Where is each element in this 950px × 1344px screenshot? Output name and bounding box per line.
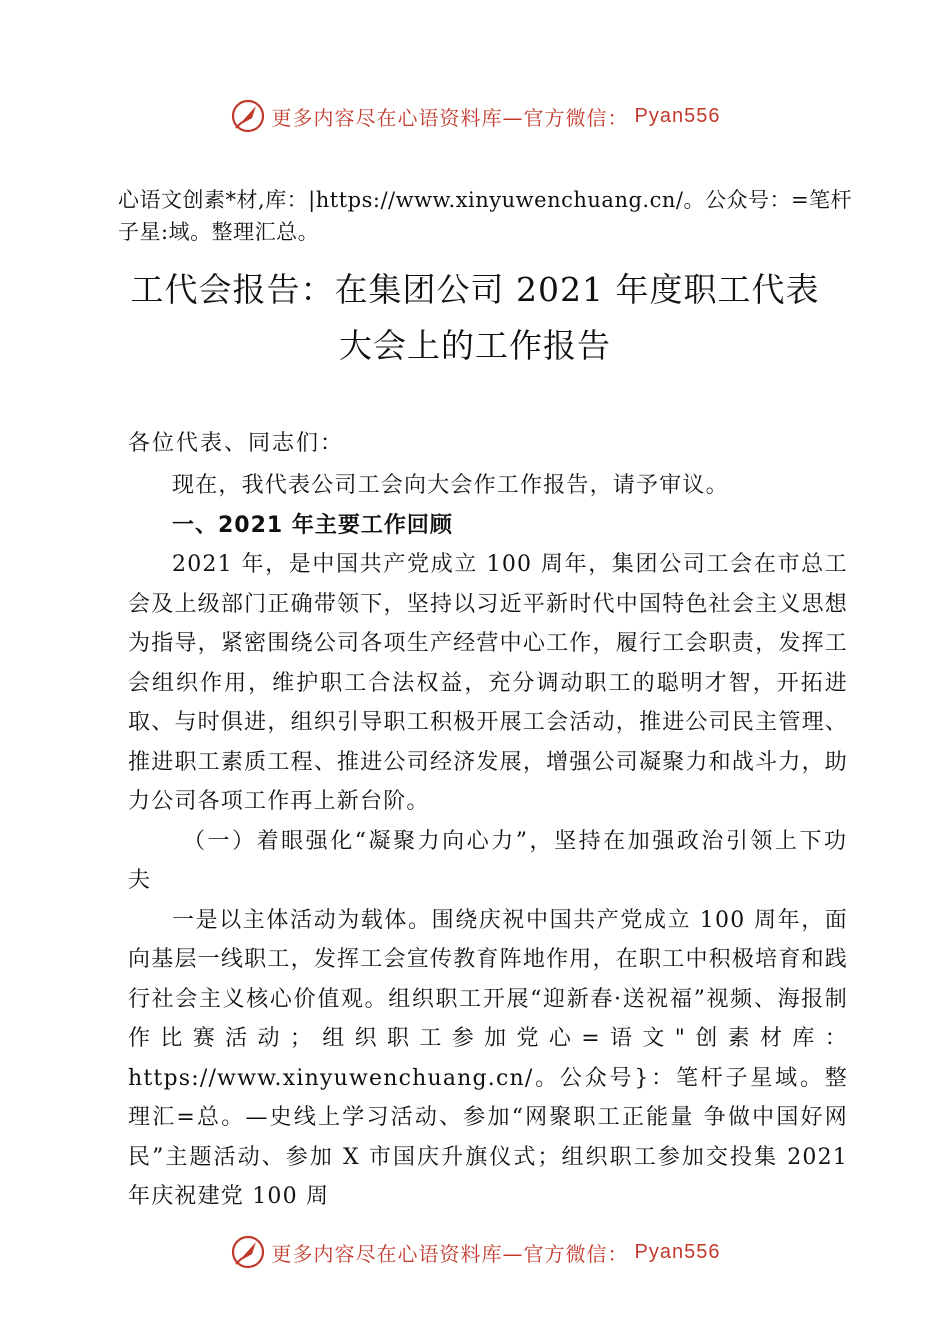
title-line-2: 大会上的工作报告 — [339, 326, 611, 365]
title-line-1: 工代会报告：在集团公司 2021 年度职工代表 — [130, 270, 820, 309]
banner-text: 更多内容尽在心语资料库—官方微信： — [271, 105, 629, 130]
paragraph-2: 一是以主体活动为载体。围绕庆祝中国共产党成立 100 周年，面向基层一线职工，发挥工会宣传教育阵地作用，在职工中积极培育和践行社会主义核心价值观。组织职工开展“迎新春·送祝福”视频、海报制作比赛活动；组织职工参加党心=语文"创素材库：https://www.xinyuwenchuang.cn/。公众号}：笔杆子星域。整理汇=总。—史线上学习活动、参加“网聚职工正能量 争做中国好网民”主题活动、参加 X 市国庆升旗仪式；组织职工参加交投集 2021 年庆祝建党 100 周 — [128, 907, 848, 1209]
quill-logo-icon — [230, 1234, 266, 1270]
subsection-heading-1: （一）着眼强化“凝聚力向心力”，坚持在加强政治引领上下功夫 — [128, 828, 848, 893]
intro-paragraph: 现在，我代表公司工会向大会作工作报告，请予审议。 — [172, 473, 729, 498]
document-title — [120, 262, 830, 374]
source-note: 心语文创素*材,库：|https://www.xinyuwenchuang.cn/。公众号：=笔杆子星:域。整理汇总。 — [118, 188, 853, 244]
banner-text: 更多内容尽在心语资料库—官方微信： — [271, 1241, 629, 1266]
footer-watermark-banner — [0, 1228, 950, 1276]
header-watermark-banner — [0, 92, 950, 140]
paragraph-1: 2021 年，是中国共产党成立 100 周年，集团公司工会在市总工会及上级部门正确带领下，坚持以习近平新时代中国特色社会主义思想为指导，紧密围绕公司各项生产经营中心工作，履行工会职责，发挥工会组织作用，维护职工合法权益，充分调动职工的聪明才智，开拓进取、与时俱进，组织引导职工积极开展工会活动，推进公司民主管理、推进职工素质工程、推进公司经济发展，增强公司凝聚力和战斗力，助力公司各项工作再上新台阶。 — [128, 552, 848, 814]
quill-logo-icon — [230, 98, 266, 134]
banner-wechat-id: Pyan556 — [634, 1240, 721, 1263]
banner-wechat-id: Pyan556 — [634, 104, 721, 127]
section-heading-1: 一、2021 年主要工作回顾 — [172, 512, 453, 538]
greeting: 各位代表、同志们： — [128, 431, 345, 456]
report-body — [128, 466, 848, 1217]
